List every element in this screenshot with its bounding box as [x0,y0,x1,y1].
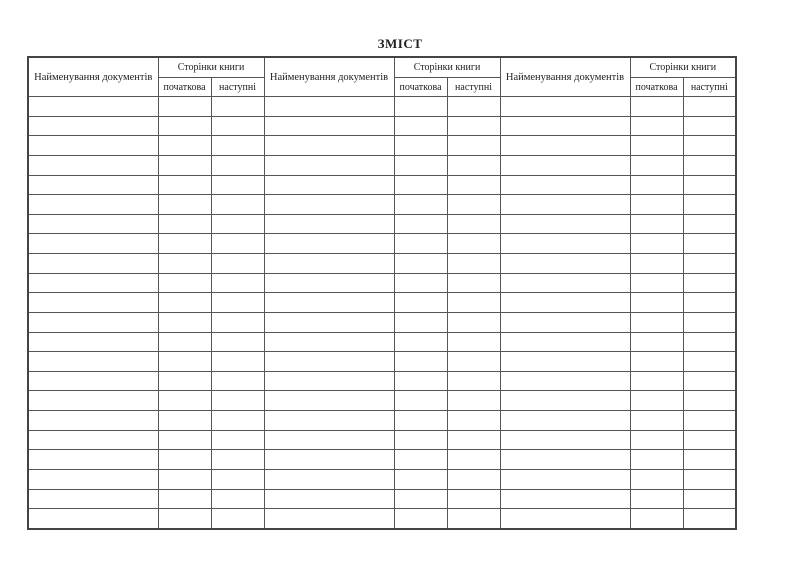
name-cell-3 [500,489,630,509]
name-cell-2 [264,450,394,470]
initial-page-cell-3 [630,116,683,136]
initial-page-cell-3 [630,509,683,529]
name-cell-3 [500,97,630,117]
next-page-cell-1 [211,136,264,156]
next-page-cell-2 [447,195,500,215]
next-page-cell-3 [683,489,736,509]
initial-page-cell-3 [630,293,683,313]
name-cell-2 [264,489,394,509]
initial-page-cell-3 [630,175,683,195]
name-cell-2 [264,234,394,254]
initial-page-cell-2 [394,155,447,175]
initial-page-cell-1 [158,195,211,215]
next-page-cell-2 [447,332,500,352]
initial-page-cell-2 [394,116,447,136]
next-page-cell-1 [211,450,264,470]
table-row [28,293,736,313]
next-page-cell-3 [683,509,736,529]
next-page-cell-2 [447,469,500,489]
next-page-cell-2 [447,489,500,509]
initial-page-cell-3 [630,312,683,332]
name-cell-2 [264,469,394,489]
name-cell-3 [500,116,630,136]
initial-page-cell-3 [630,489,683,509]
next-page-cell-2 [447,136,500,156]
next-page-cell-2 [447,352,500,372]
next-page-cell-1 [211,391,264,411]
initial-page-cell-2 [394,293,447,313]
table-row [28,175,736,195]
initial-page-cell-2 [394,489,447,509]
next-page-cell-1 [211,312,264,332]
column-header-initial-1: початкова [158,78,211,97]
initial-page-cell-1 [158,136,211,156]
next-page-cell-3 [683,116,736,136]
next-page-cell-1 [211,430,264,450]
name-cell-3 [500,450,630,470]
initial-page-cell-2 [394,352,447,372]
initial-page-cell-1 [158,352,211,372]
initial-page-cell-2 [394,509,447,529]
column-header-name-3: Найменування документів [500,57,630,97]
name-cell-2 [264,293,394,313]
initial-page-cell-3 [630,352,683,372]
next-page-cell-3 [683,195,736,215]
name-cell-1 [28,97,158,117]
next-page-cell-1 [211,371,264,391]
initial-page-cell-1 [158,509,211,529]
next-page-cell-3 [683,175,736,195]
initial-page-cell-2 [394,450,447,470]
name-cell-2 [264,352,394,372]
table-row [28,352,736,372]
initial-page-cell-2 [394,136,447,156]
name-cell-1 [28,391,158,411]
name-cell-3 [500,254,630,274]
table-row [28,312,736,332]
initial-page-cell-1 [158,371,211,391]
next-page-cell-1 [211,273,264,293]
initial-page-cell-3 [630,254,683,274]
name-cell-1 [28,352,158,372]
next-page-cell-1 [211,489,264,509]
initial-page-cell-1 [158,312,211,332]
name-cell-1 [28,254,158,274]
table-row [28,391,736,411]
next-page-cell-1 [211,234,264,254]
name-cell-2 [264,214,394,234]
next-page-cell-1 [211,175,264,195]
table-row [28,430,736,450]
next-page-cell-3 [683,273,736,293]
name-cell-1 [28,312,158,332]
next-page-cell-2 [447,155,500,175]
table-row [28,469,736,489]
next-page-cell-1 [211,293,264,313]
initial-page-cell-1 [158,489,211,509]
next-page-cell-2 [447,214,500,234]
name-cell-2 [264,332,394,352]
initial-page-cell-1 [158,214,211,234]
initial-page-cell-1 [158,155,211,175]
name-cell-2 [264,195,394,215]
initial-page-cell-1 [158,332,211,352]
next-page-cell-2 [447,509,500,529]
initial-page-cell-1 [158,411,211,431]
next-page-cell-1 [211,352,264,372]
initial-page-cell-3 [630,450,683,470]
initial-page-cell-2 [394,391,447,411]
next-page-cell-3 [683,371,736,391]
name-cell-2 [264,97,394,117]
next-page-cell-3 [683,391,736,411]
column-header-next-2: наступні [447,78,500,97]
table-row [28,411,736,431]
next-page-cell-2 [447,254,500,274]
contents-table [27,56,737,530]
name-cell-3 [500,312,630,332]
name-cell-1 [28,489,158,509]
table-row [28,332,736,352]
next-page-cell-2 [447,411,500,431]
initial-page-cell-2 [394,195,447,215]
name-cell-3 [500,214,630,234]
next-page-cell-3 [683,411,736,431]
initial-page-cell-2 [394,312,447,332]
name-cell-3 [500,234,630,254]
initial-page-cell-2 [394,97,447,117]
name-cell-2 [264,254,394,274]
next-page-cell-3 [683,214,736,234]
table-row [28,371,736,391]
next-page-cell-3 [683,312,736,332]
table-row [28,155,736,175]
name-cell-1 [28,430,158,450]
name-cell-1 [28,293,158,313]
initial-page-cell-1 [158,469,211,489]
initial-page-cell-1 [158,234,211,254]
next-page-cell-2 [447,234,500,254]
table-body [28,97,736,530]
document-title: ЗМІСТ [377,36,423,51]
name-cell-1 [28,509,158,529]
next-page-cell-1 [211,214,264,234]
name-cell-1 [28,332,158,352]
name-cell-1 [28,371,158,391]
initial-page-cell-2 [394,273,447,293]
initial-page-cell-3 [630,469,683,489]
name-cell-1 [28,234,158,254]
initial-page-cell-3 [630,195,683,215]
initial-page-cell-3 [630,332,683,352]
initial-page-cell-2 [394,371,447,391]
next-page-cell-2 [447,293,500,313]
initial-page-cell-2 [394,469,447,489]
name-cell-1 [28,273,158,293]
next-page-cell-1 [211,155,264,175]
column-header-initial-2: початкова [394,78,447,97]
initial-page-cell-1 [158,97,211,117]
name-cell-2 [264,155,394,175]
initial-page-cell-1 [158,293,211,313]
next-page-cell-3 [683,430,736,450]
name-cell-3 [500,136,630,156]
initial-page-cell-1 [158,450,211,470]
name-cell-1 [28,469,158,489]
next-page-cell-2 [447,430,500,450]
column-header-pages-3: Сторінки книги [630,57,736,78]
name-cell-3 [500,273,630,293]
next-page-cell-2 [447,312,500,332]
next-page-cell-3 [683,332,736,352]
initial-page-cell-3 [630,411,683,431]
initial-page-cell-1 [158,430,211,450]
next-page-cell-1 [211,469,264,489]
name-cell-3 [500,175,630,195]
name-cell-1 [28,411,158,431]
next-page-cell-3 [683,293,736,313]
name-cell-3 [500,469,630,489]
column-header-pages-2: Сторінки книги [394,57,500,78]
column-header-next-1: наступні [211,78,264,97]
table-row [28,273,736,293]
name-cell-3 [500,391,630,411]
table-row [28,234,736,254]
table-row [28,489,736,509]
name-cell-2 [264,391,394,411]
initial-page-cell-3 [630,391,683,411]
initial-page-cell-1 [158,273,211,293]
column-header-initial-3: початкова [630,78,683,97]
name-cell-2 [264,411,394,431]
next-page-cell-2 [447,450,500,470]
name-cell-2 [264,371,394,391]
initial-page-cell-3 [630,97,683,117]
name-cell-2 [264,136,394,156]
name-cell-2 [264,116,394,136]
initial-page-cell-2 [394,411,447,431]
initial-page-cell-3 [630,234,683,254]
initial-page-cell-2 [394,254,447,274]
initial-page-cell-3 [630,214,683,234]
name-cell-1 [28,155,158,175]
next-page-cell-1 [211,116,264,136]
name-cell-2 [264,175,394,195]
table-row [28,195,736,215]
name-cell-1 [28,136,158,156]
name-cell-1 [28,214,158,234]
name-cell-1 [28,116,158,136]
initial-page-cell-3 [630,430,683,450]
initial-page-cell-2 [394,214,447,234]
column-header-name-2: Найменування документів [264,57,394,97]
initial-page-cell-2 [394,430,447,450]
initial-page-cell-2 [394,175,447,195]
next-page-cell-3 [683,234,736,254]
name-cell-3 [500,411,630,431]
next-page-cell-2 [447,273,500,293]
name-cell-3 [500,155,630,175]
initial-page-cell-2 [394,332,447,352]
name-cell-3 [500,430,630,450]
next-page-cell-3 [683,155,736,175]
next-page-cell-1 [211,332,264,352]
next-page-cell-3 [683,254,736,274]
table-row [28,450,736,470]
table-row [28,509,736,529]
table-row [28,136,736,156]
next-page-cell-3 [683,352,736,372]
name-cell-1 [28,175,158,195]
table-row [28,214,736,234]
next-page-cell-3 [683,450,736,470]
column-header-pages-1: Сторінки книги [158,57,264,78]
next-page-cell-3 [683,136,736,156]
name-cell-2 [264,509,394,529]
table-row [28,254,736,274]
name-cell-3 [500,352,630,372]
name-cell-1 [28,195,158,215]
next-page-cell-3 [683,97,736,117]
name-cell-2 [264,312,394,332]
table-row [28,116,736,136]
name-cell-3 [500,332,630,352]
next-page-cell-2 [447,391,500,411]
next-page-cell-2 [447,116,500,136]
initial-page-cell-3 [630,371,683,391]
next-page-cell-1 [211,509,264,529]
next-page-cell-1 [211,411,264,431]
header-row-top [28,57,736,78]
column-header-name-1: Найменування документів [28,57,158,97]
initial-page-cell-1 [158,175,211,195]
next-page-cell-1 [211,97,264,117]
name-cell-3 [500,195,630,215]
next-page-cell-3 [683,469,736,489]
next-page-cell-2 [447,371,500,391]
initial-page-cell-3 [630,155,683,175]
next-page-cell-1 [211,195,264,215]
initial-page-cell-3 [630,273,683,293]
next-page-cell-2 [447,175,500,195]
name-cell-2 [264,273,394,293]
name-cell-2 [264,430,394,450]
column-header-next-3: наступні [683,78,736,97]
initial-page-cell-1 [158,254,211,274]
table-row [28,97,736,117]
initial-page-cell-1 [158,116,211,136]
name-cell-1 [28,450,158,470]
name-cell-3 [500,293,630,313]
name-cell-3 [500,509,630,529]
initial-page-cell-3 [630,136,683,156]
next-page-cell-2 [447,97,500,117]
initial-page-cell-1 [158,391,211,411]
next-page-cell-1 [211,254,264,274]
name-cell-3 [500,371,630,391]
initial-page-cell-2 [394,234,447,254]
